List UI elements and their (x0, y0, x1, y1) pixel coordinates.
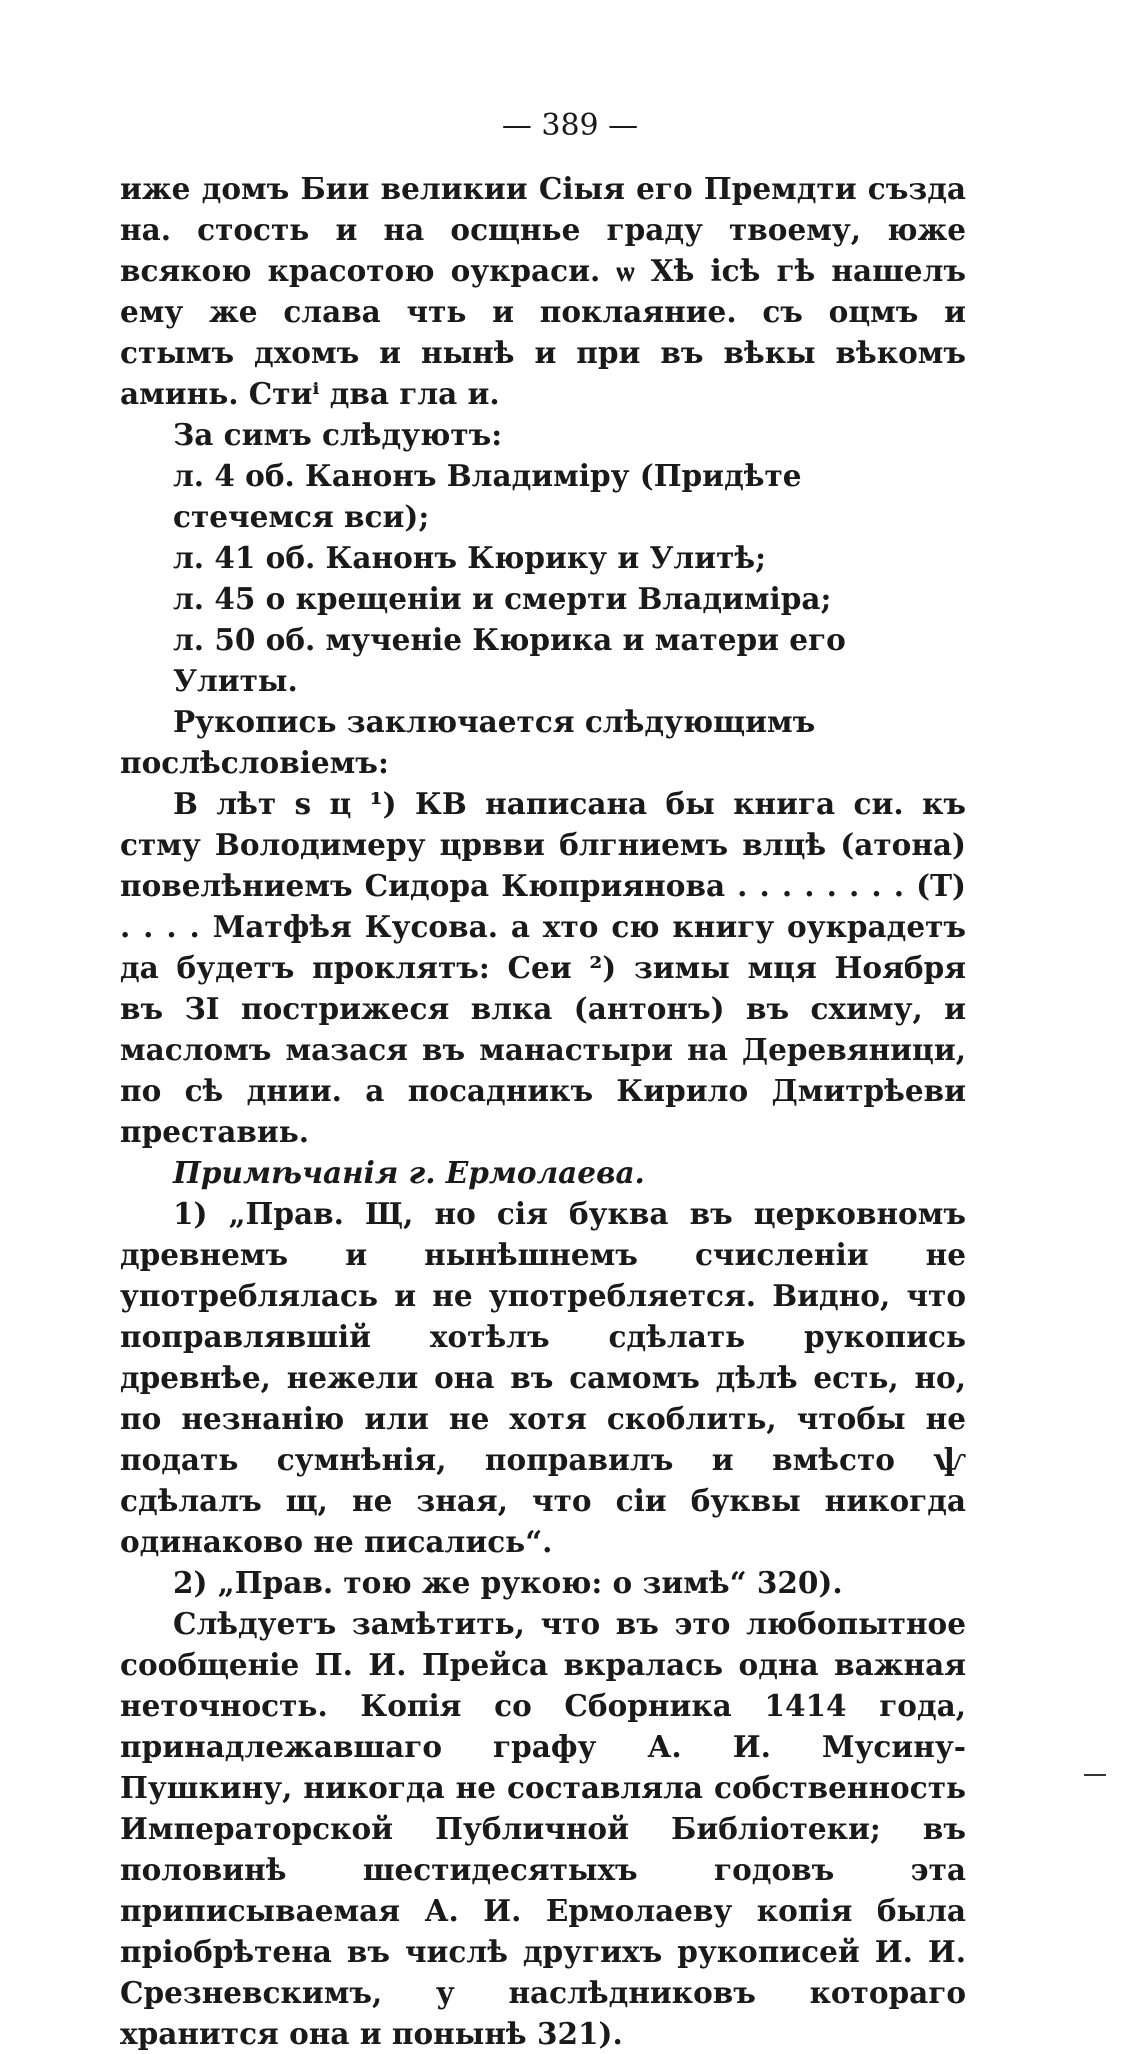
page-number: — 389 — (501, 108, 639, 143)
paragraph-following: За симъ слѣдуютъ: (173, 417, 503, 452)
contents-list (120, 455, 966, 701)
note-2: 2) „Прав. тою же рукою: о зимѣ“ 320). (173, 1565, 843, 1600)
list-item: л. 4 об. Канонъ Владиміру (Придѣте стечемся вси); (173, 458, 802, 534)
notes-heading: Примѣчанія г. Ермолаева. (173, 1155, 645, 1190)
paragraph-colophon-intro: Рукопись заключается слѣдующимъ послѣсловіемъ: (120, 704, 816, 780)
list-item: л. 50 об. мученіе Кюрика и матери его Улиты. (173, 622, 846, 698)
paragraph-commentary: Слѣдуетъ замѣтить, что въ это любопытное сообщеніе П. И. Прейса вкралась одна важная неточность. Копія со Сборника 1414 года, принадлежавшаго графу А. И. Мусину-Пушкину, никогда не составляла собственность Императорской Публичной Библіотеки; въ половинѣ шестидесятыхъ годовъ эта приписываемая А. И. Ермолаеву копія была пріобрѣтена въ числѣ другихъ рукописей И. И. Срезневскимъ, у наслѣдниковъ котораго хранится она и понынѣ 321). (120, 1606, 966, 2051)
paragraph-liturgical-ending: иже домъ Бии великии Сiыя его Премдти създа на. стость и на осщнье граду твоему, юже всякою красотою оукраси. ѡ Хѣ iсѣ гѣ нашелъ ему же слава чть и поклаяние. съ оцмъ и стымъ дхомъ и нынѣ и при въ вѣкы вѣкомъ аминь. Стиⁱ два гла и. (120, 171, 966, 411)
paragraph-colophon: В лѣт ѕ ц ¹) КВ написана бы книга си. къ стму Володимеру црвви блгниемъ влцѣ (атона) повелѣниемъ Сидора Кюприянова . . . . . . . . (Т) . . . . Матфѣя Кусова. а хто сю книгу оукрадетъ да будетъ проклятъ: Сеи ²) зимы мця Ноября въ ЗI пострижеся влка (антонъ) въ схиму, и масломъ мазася въ манастыри на Деревяници, по сѣ днии. а посадникъ Кирило Дмитрѣеви преставиь. (120, 786, 966, 1149)
corner-dash (1084, 1774, 1106, 1776)
body-text (120, 168, 966, 2054)
note-1: 1) „Прав. Щ, но сія буква въ церковномъ древнемъ и нынѣшнемъ счисленіи не употреблялась и не употребляется. Видно, что поправлявшій хотѣлъ сдѣлать рукопись древнѣе, нежели она въ самомъ дѣлѣ есть, но, по незнанію или не хотя скоблить, чтобы не подать сумнѣнія, поправилъ и вмѣсто ѱ сдѣлалъ щ, не зная, что сіи буквы никогда одинаково не писались“. (120, 1196, 966, 1559)
list-item: л. 41 об. Канонъ Кюрику и Улитѣ; (173, 540, 766, 575)
list-item: л. 45 о крещеніи и смерти Владиміра; (173, 581, 832, 616)
